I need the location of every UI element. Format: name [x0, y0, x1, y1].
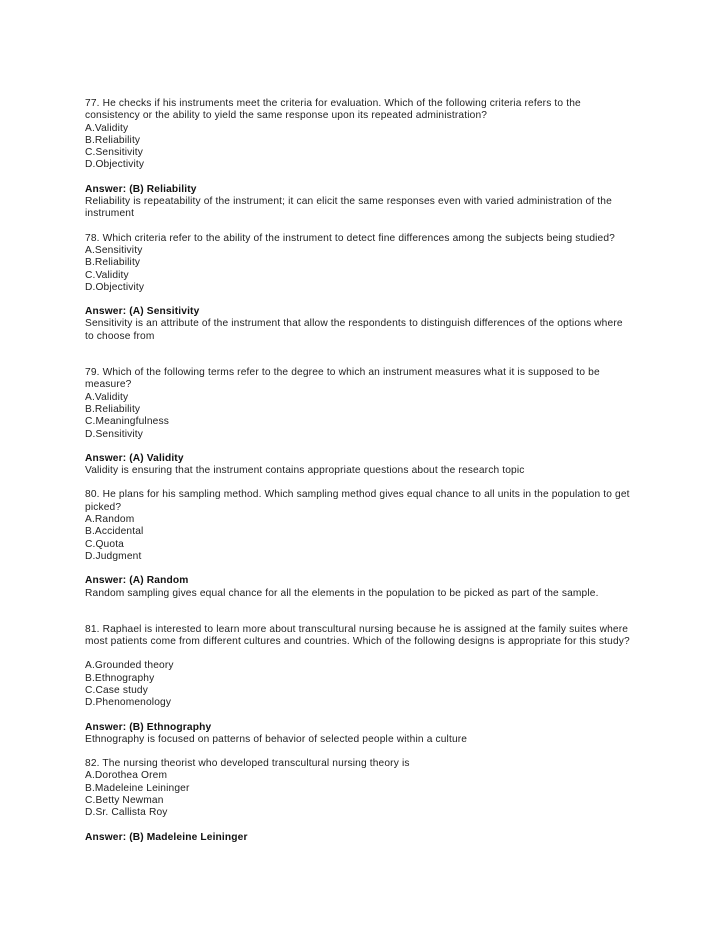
question-block-79 [85, 367, 655, 441]
option-d: D.Sensitivity [85, 428, 143, 440]
question-block-82 [85, 758, 655, 819]
option-a: A.Grounded theory [85, 660, 174, 672]
option-d: D.Sr. Callista Roy [85, 807, 168, 819]
option-a: A.Dorothea Orem [85, 770, 168, 782]
explanation-line: Reliability is repeatability of the instrument; it can elicit the same responses even with varied administration of the [85, 196, 612, 208]
option-c: C.Quota [85, 538, 124, 550]
answer-block-78 [85, 306, 655, 343]
question-text-line: most patients come from different cultures and countries. Which of the following designs is appropriate for this study? [85, 636, 630, 648]
explanation-line: Ethnography is focused on patterns of behavior of selected people within a culture [85, 733, 468, 745]
question-text-line: 82. The nursing theorist who developed transcultural nursing theory is [85, 758, 410, 770]
question-block-80 [85, 489, 655, 563]
option-c: C.Case study [85, 684, 148, 696]
answer-heading: Answer: (B) Reliability [85, 183, 197, 195]
explanation-line: Validity is ensuring that the instrument contains appropriate questions about the research topic [85, 465, 525, 477]
answer-block-82 [85, 832, 655, 844]
explanation-line: Random sampling gives equal chance for all the elements in the population to be picked as part of the sample. [85, 587, 599, 599]
question-block-77 [85, 98, 655, 172]
answer-block-79 [85, 453, 655, 478]
explanation-line: Sensitivity is an attribute of the instrument that allow the respondents to distinguish differences of the options where [85, 318, 623, 330]
answer-heading: Answer: (B) Ethnography [85, 721, 212, 733]
question-text-line: measure? [85, 379, 132, 391]
answer-heading: Answer: (B) Madeleine Leininger [85, 831, 248, 843]
question-text-line: consistency or the ability to yield the same response upon its repeated administration? [85, 110, 488, 122]
question-block-81 [85, 624, 655, 649]
question-text-line: 77. He checks if his instruments meet the criteria for evaluation. Which of the following criteria refers to the [85, 98, 581, 109]
answer-heading: Answer: (A) Validity [85, 452, 184, 464]
answer-block-77 [85, 184, 655, 221]
explanation-line: to choose from [85, 330, 155, 342]
option-d: D.Objectivity [85, 281, 145, 293]
option-d: D.Judgment [85, 550, 142, 562]
option-b: B.Reliability [85, 134, 141, 146]
option-b: B.Reliability [85, 257, 141, 269]
question-block-78 [85, 233, 655, 294]
document-page [85, 98, 655, 844]
question-text-line: 78. Which criteria refer to the ability of the instrument to detect fine differences among the subjects being studied? [85, 232, 615, 244]
answer-heading: Answer: (A) Sensitivity [85, 306, 200, 318]
question-text-line: picked? [85, 501, 122, 513]
option-d: D.Phenomenology [85, 697, 172, 709]
option-b: B.Reliability [85, 403, 141, 415]
options-block-81 [85, 660, 655, 709]
answer-block-81 [85, 722, 655, 747]
option-c: C.Sensitivity [85, 147, 143, 159]
question-text-line: 79. Which of the following terms refer to the degree to which an instrument measures what it is supposed to be [85, 367, 600, 379]
option-c: C.Meaningfulness [85, 416, 169, 428]
option-a: A.Validity [85, 122, 129, 134]
option-d: D.Objectivity [85, 159, 145, 171]
explanation-line: instrument [85, 208, 135, 220]
option-b: B.Ethnography [85, 672, 155, 684]
question-text-line: 80. He plans for his sampling method. Which sampling method gives equal chance to all units in the population to get [85, 489, 630, 501]
answer-heading: Answer: (A) Random [85, 575, 189, 587]
option-c: C.Validity [85, 269, 129, 281]
answer-block-80 [85, 575, 655, 600]
option-a: A.Validity [85, 391, 129, 403]
option-a: A.Sensitivity [85, 244, 143, 256]
option-b: B.Madeleine Leininger [85, 782, 190, 794]
option-c: C.Betty Newman [85, 795, 164, 807]
option-b: B.Accidental [85, 526, 144, 538]
question-text-line: 81. Raphael is interested to learn more about transcultural nursing because he is assigned at the family suites where [85, 623, 629, 635]
option-a: A.Random [85, 514, 135, 526]
